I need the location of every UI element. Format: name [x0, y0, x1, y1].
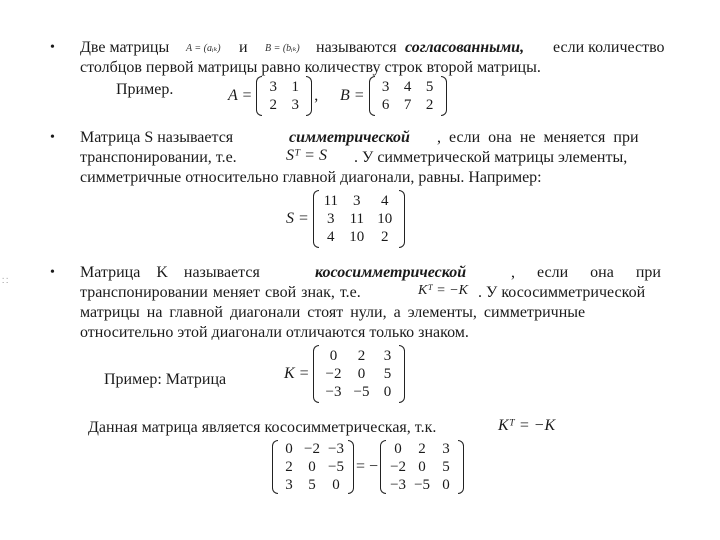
s1-line1-and: и — [239, 39, 248, 56]
s1-formula-A: A = (aᵢₖ) — [186, 43, 221, 54]
matrix-cell: −5 — [328, 459, 344, 475]
s1-line2: столбцов первой матрицы равно количеству строк второй матрицы. — [80, 59, 541, 76]
matrix-cell: 2 — [285, 459, 293, 475]
matrix-cell: 2 — [357, 348, 366, 364]
s3-term: кососимметрической — [315, 264, 467, 281]
s3-line2-a: транспонировании меняет свой знак, т.е. — [80, 284, 361, 301]
s2-line2-b: . У симметрической матрицы элементы, — [354, 149, 628, 166]
matrix-cell: −2 — [390, 459, 407, 475]
matrix-cell: 0 — [418, 459, 426, 475]
matrix-cell: 5 — [383, 366, 392, 382]
s2-formula: Sᵀ = S — [286, 147, 327, 164]
transpose-equality — [272, 440, 464, 494]
matrix-S — [286, 190, 405, 248]
s1-line1-c: если количество — [553, 39, 665, 56]
matrix-comma: , — [314, 87, 319, 104]
s2-line3: симметричные относительно главной диагонали, равны. Например: — [80, 169, 542, 186]
matrix-cell: 3 — [291, 97, 300, 113]
matrix-cell: 3 — [327, 211, 335, 227]
matrix-cell: 0 — [285, 441, 293, 457]
s2-line2-a: транспонировании, т.е. — [80, 149, 237, 166]
matrix-cell: −3 — [328, 441, 344, 457]
s2-term: симметрической — [289, 129, 410, 146]
matrix-K-label: K = — [284, 365, 310, 382]
equals-minus: = − — [356, 458, 379, 475]
matrix-cell: 1 — [291, 79, 300, 95]
matrix-cell: 4 — [327, 229, 335, 245]
matrix-cell: −5 — [353, 384, 370, 400]
matrix-cell: 0 — [442, 477, 450, 493]
s3-line4: относительно этой диагонали отличаются только знаком. — [80, 324, 469, 341]
matrix-cell: 5 — [308, 477, 316, 493]
matrix-cell: 5 — [425, 79, 434, 95]
s2-line1-b: , если она не меняется при — [437, 129, 639, 146]
matrix-cell: 2 — [425, 97, 434, 113]
s3-conclusion-formula: Kᵀ = −K — [498, 417, 556, 434]
matrix-cell: 0 — [357, 366, 366, 382]
bullet-3: • — [50, 265, 55, 280]
s1-formula-B: B = (bᵢₖ) — [265, 43, 300, 54]
matrix-S-label: S = — [286, 210, 309, 227]
matrix-cell: 2 — [381, 229, 389, 245]
matrix-cell: 11 — [349, 211, 365, 227]
matrix-cell: 10 — [349, 229, 365, 245]
edge-mark: ⁚ ⁚ — [2, 277, 9, 285]
matrix-cell: 6 — [381, 97, 390, 113]
matrix-cell: 4 — [381, 193, 389, 209]
matrix-cell: 3 — [442, 441, 450, 457]
matrix-cell: 4 — [403, 79, 412, 95]
matrix-cell: 3 — [269, 79, 278, 95]
matrix-cell: 0 — [394, 441, 402, 457]
matrix-cell: 7 — [403, 97, 412, 113]
matrix-cell: 0 — [329, 348, 338, 364]
matrix-cell: −5 — [414, 477, 431, 493]
matrix-cell: −3 — [390, 477, 407, 493]
s3-example-label: Пример: Матрица — [104, 371, 227, 388]
matrix-cell: 3 — [381, 79, 390, 95]
matrix-K — [284, 345, 405, 403]
s2-line1-a: Матрица S называется — [80, 129, 234, 146]
matrix-cell: −3 — [325, 384, 342, 400]
matrix-cell: 2 — [418, 441, 426, 457]
s1-example-label: Пример. — [116, 81, 174, 98]
s3-line2-b: . У кососимметрической — [478, 284, 646, 301]
matrix-A — [228, 76, 318, 116]
s3-line3: матрицы на главной диагонали стоят нули, а элементы, симметричные — [80, 304, 586, 321]
s3-line1-a: Матрица K называется — [80, 264, 260, 281]
matrix-B — [340, 76, 447, 116]
matrix-cell: 5 — [442, 459, 450, 475]
bullet-2: • — [50, 130, 55, 145]
matrix-cell: 3 — [285, 477, 293, 493]
matrix-cell: 0 — [308, 459, 316, 475]
s3-conclusion: Данная матрица является кососимметрическая, т.к. — [88, 419, 437, 436]
matrix-cell: −2 — [304, 441, 320, 457]
matrix-cell: 3 — [383, 348, 392, 364]
matrix-cell: 3 — [353, 193, 361, 209]
bullet-1: • — [50, 40, 55, 55]
matrix-cell: 11 — [323, 193, 339, 209]
s1-line1-a: Две матрицы — [80, 39, 170, 56]
matrix-B-label: B = — [340, 87, 365, 104]
matrix-cell: 2 — [269, 97, 278, 113]
s1-line1-b: называются — [316, 39, 397, 56]
matrix-cell: 10 — [377, 211, 393, 227]
s1-term: согласованными, — [405, 39, 525, 56]
matrix-A-label: A = — [228, 87, 253, 104]
s3-line1-b: , если она при — [511, 264, 661, 281]
matrix-cell: 0 — [383, 384, 392, 400]
s3-formula: Kᵀ = −K — [418, 283, 468, 298]
matrix-cell: −2 — [325, 366, 342, 382]
matrix-cell: 0 — [332, 477, 340, 493]
